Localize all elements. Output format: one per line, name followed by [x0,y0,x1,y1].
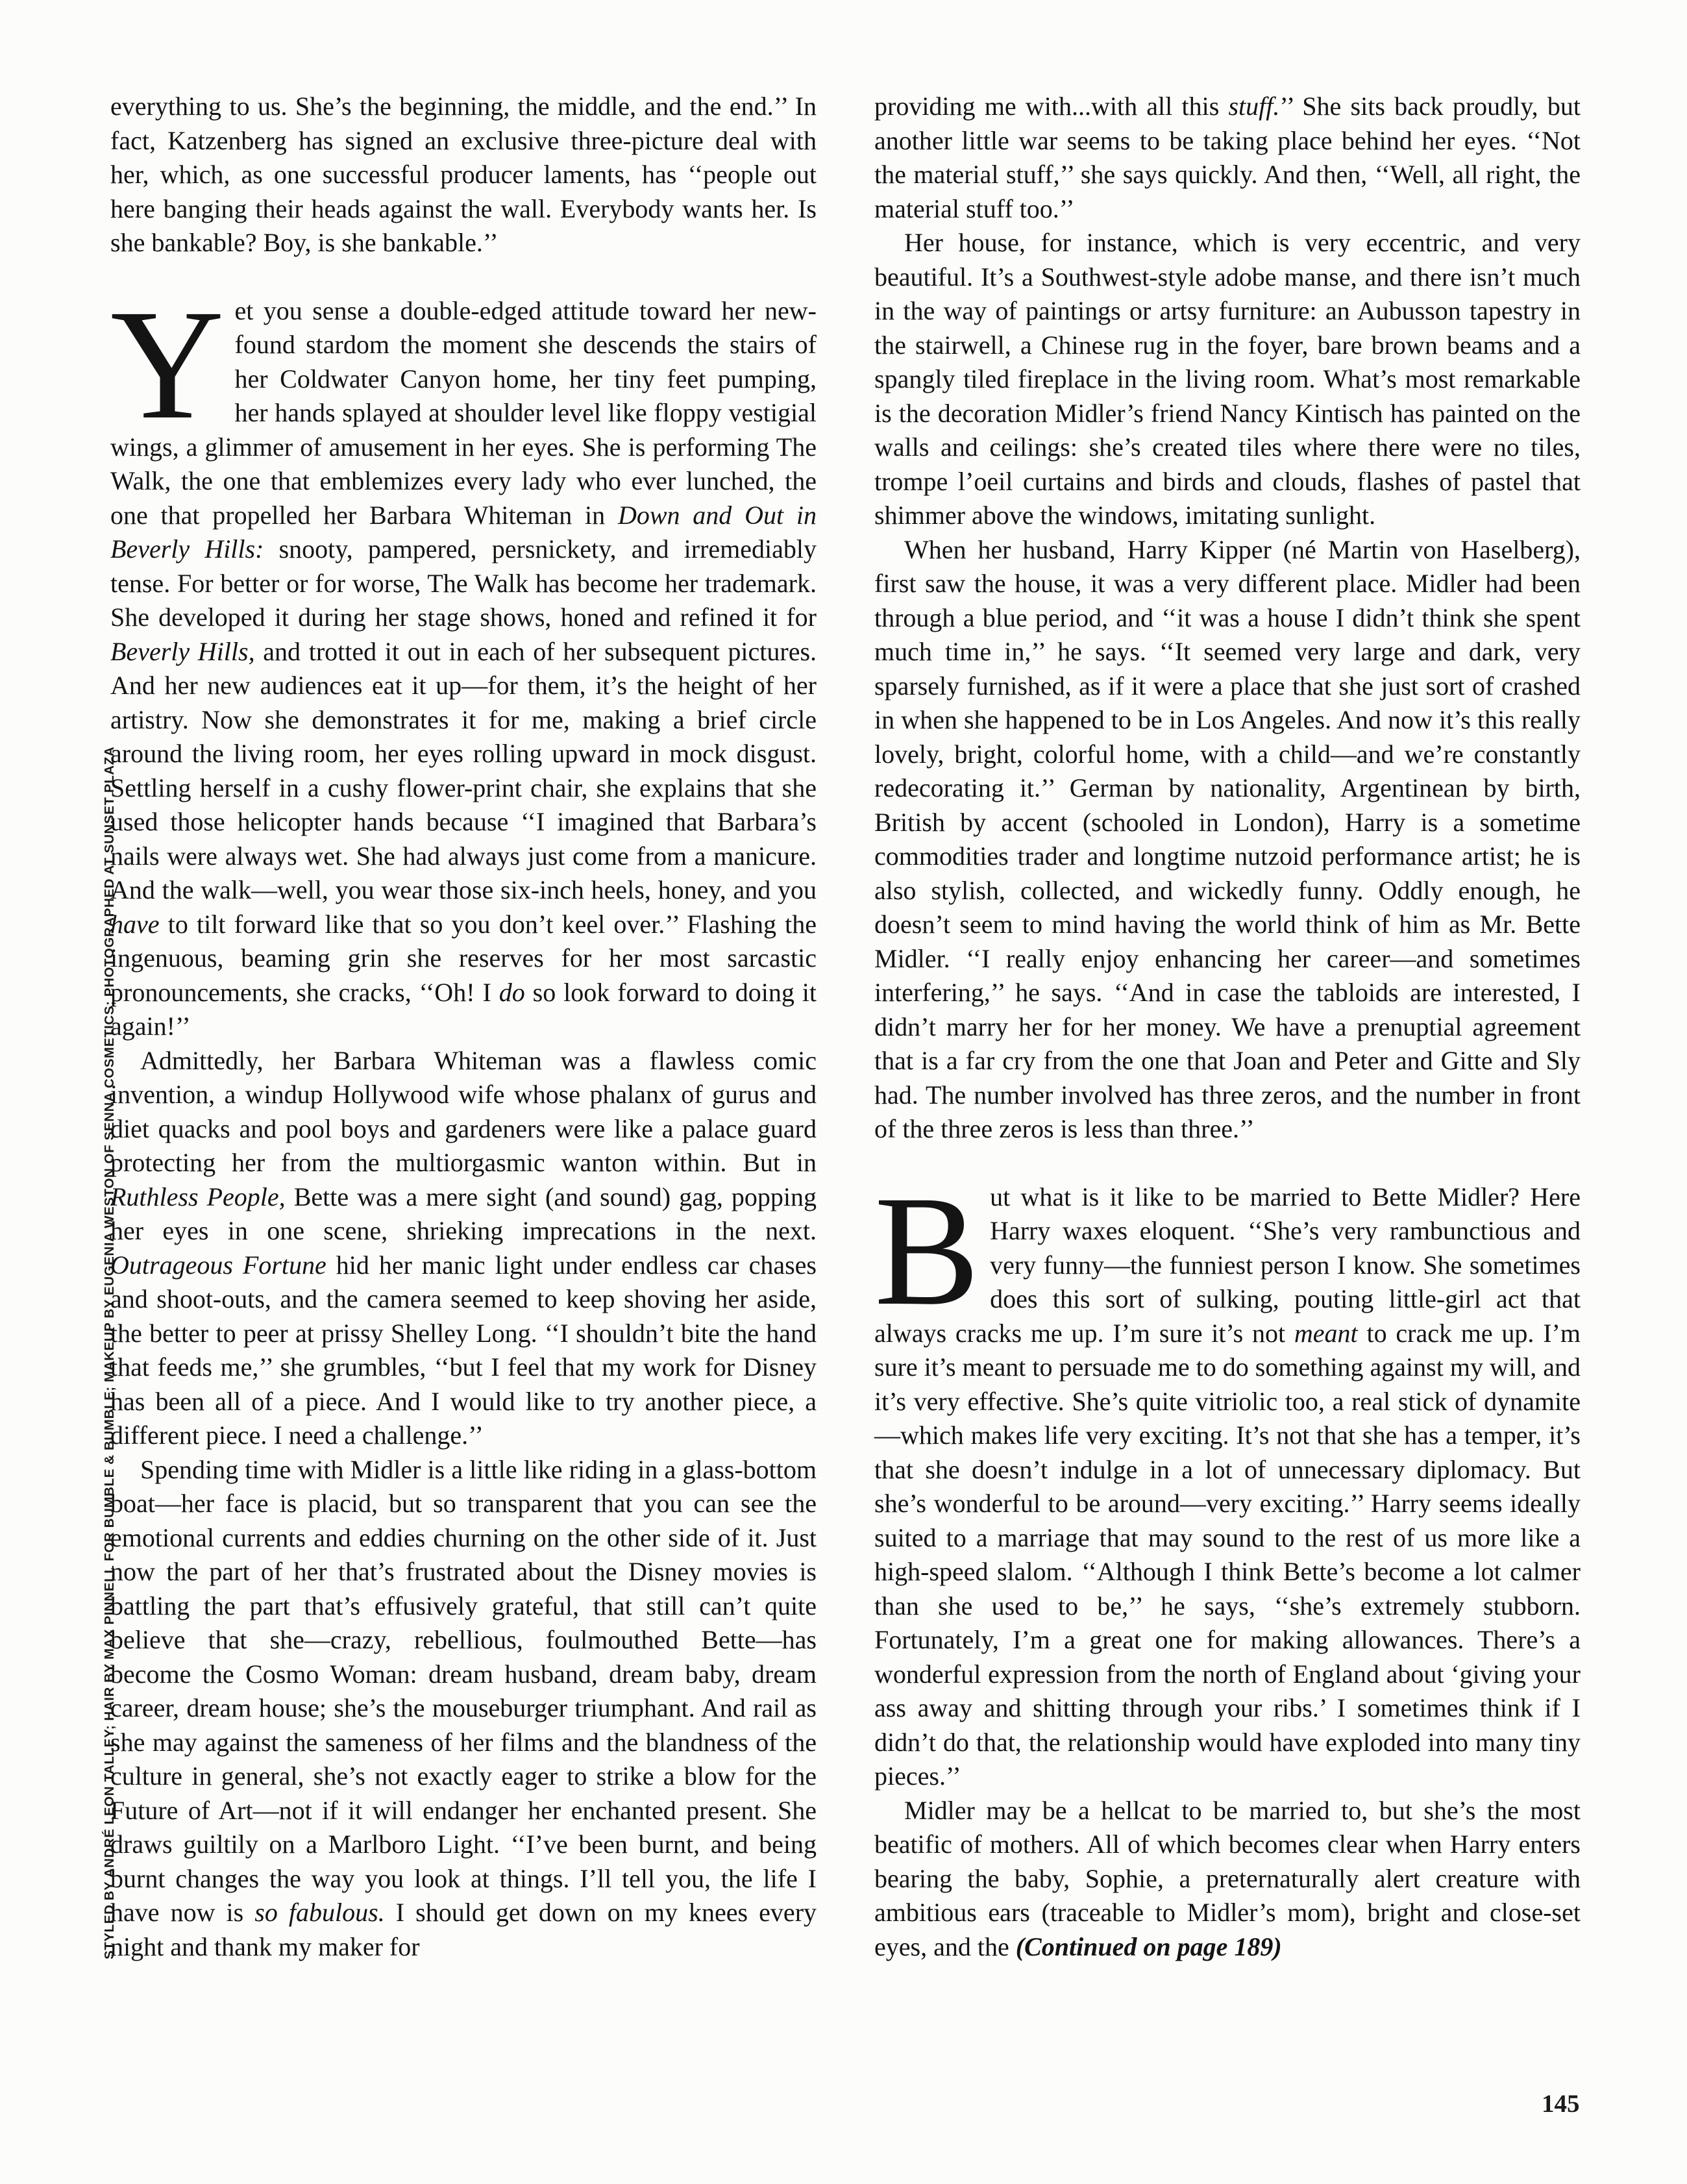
film-title: Outrageous Fortune [110,1250,326,1280]
paragraph: Spending time with Midler is a little like riding in a glass-bottom boat—her face is placid, but so transparent that you can see the emotional currents and eddies churning on the other side of it. Just now the part of her that’s frustrated about the Disney movies is battling the part that’s effusively grateful, that still can’t quite believe that she—crazy, rebellious, foulmouthed Bette—has become the Cosmo Woman: dream husband, dream baby, dream career, dream house; she’s the mouseburger triumphant. And rail as she may against the sameness of her films and the blandness of the culture in general, she’s not exactly eager to strike a blow for the Future of Art—not if it will endanger her enchanted present. She draws guiltily on a Marlboro Light. ‘‘I’ve been burnt, and being burnt changes the way you look at things. I’ll tell you, the life I have now is so fabulous. I should get down on my knees every night and thank my maker for [110,1454,817,1961]
page-number: 145 [1542,2090,1580,2118]
paragraph: When her husband, Harry Kipper (né Martin von Haselberg), first saw the house, it was a very different place. Midler had been through a blue period, and ‘‘it was a house I didn’t think she spent much time in,’’ he says. ‘‘It seemed very large and dark, very sparsely furnished, as if it were a place that she just sort of crashed in when she happened to be in Los Angeles. And now it’s this really lovely, bright, colorful home, with a child—and we’re constantly redecorating it.’’ German by nationality, Argentinean by birth, British by accent (schooled in London), Harry is a sometime commodities trader and longtime nutzoid performance artist; he is also stylish, collected, and wickedly funny. Oddly enough, he doesn’t seem to mind having the world think of him as Mr. Bette Midler. ‘‘I really enjoy enhancing her career—and sometimes interfering,’’ he says. ‘‘And in case the tabloids are interested, I didn’t marry her for her money. We have a prenuptial agreement that is a far cry from the one that Joan and Peter and Gitte and Sly had. The number involved has three zeros, and the number in front of the three zeros is less than three.’’ [874,534,1581,1143]
paragraph: providing me with...with all this stuff.’’ She sits back proudly, but another little war seems to be taking place behind her eyes. ‘‘Not the material stuff,’’ she says quickly. And then, ‘‘Well, all right, the material stuff too.’’ [874,92,1581,223]
continuation-note: (Continued on page 189) [1015,1931,1282,1961]
film-title: Beverly Hills, [110,636,255,666]
left-text-column [110,90,817,1964]
emphasis: meant [1294,1318,1358,1348]
right-text-column [874,90,1581,1964]
paragraph: But what is it like to be married to Bette Midler? Here Harry waxes eloquent. ‘‘She’s very rambunctious and very funny—the funniest person I know. She sometimes does this sort of sulking, pouting little-girl act that always cracks me up. I’m sure it’s not meant to crack me up. I’m sure it’s meant to persuade me to do something against my will, and it’s very effective. She’s quite vitriolic too, a real stick of dynamite—which makes life very exciting. It’s not that she has a temper, it’s that she doesn’t indulge in a lot of unnecessary diplomacy. But she’s wonderful to be around—very exciting.’’ Harry seems ideally suited to a marriage that may sound to the rest of us more like a high-speed slalom. ‘‘Although I think Bette’s become a lot calmer than she used to be,’’ he says, ‘‘she’s extremely stubborn. Fortunately, I’m a great one for making allowances. There’s a wonderful expression from the north of England about ‘giving your ass away and shitting through your ribs.’ I sometimes think if I didn’t do that, the relationship would have exploded into many tiny pieces.’’ [874,1162,1581,1791]
film-title: Down and Out in Beverly Hills: [110,500,817,564]
photo-credit-sidebar: STYLED BY ANDRÉ LEON TALLEY; HAIR BY MAX PINNELL FOR BUMBLE & BUMBLE; MAKEUP BY EUGENIA WESTON OF SENNA COSMETICS; PHOTOGRAPHED AT SUNSET PLAZA [102,746,117,1959]
paragraph: Yet you sense a double-edged attitude toward her new-found stardom the moment she descends the stairs of her Coldwater Canyon home, her tiny feet pumping, her hands splayed at shoulder level like floppy vestigial wings, a glimmer of amusement in her eyes. She is performing The Walk, the one that emblemizes every lady who ever lunched, the one that propelled her Barbara Whiteman in Down and Out in Beverly Hills: snooty, pampered, persnickety, and irremediably tense. For better or for worse, The Walk has become her trademark. She developed it during her stage shows, honed and refined it for Beverly Hills, and trotted it out in each of her subsequent pictures. And her new audiences eat it up—for them, it’s the height of her artistry. Now she demonstrates it for me, making a brief circle around the living room, her eyes rolling upward in mock disgust. Settling herself in a cushy flower-print chair, she explains that she used those helicopter hands because ‘‘I imagined that Barbara’s nails were always wet. She had always just come from a manicure. And the walk—well, you wear those six-inch heels, honey, and you have to tilt forward like that so you don’t keel over.’’ Flashing the ingenuous, beaming grin she reserves for her most sarcastic pronouncements, she cracks, ‘‘Oh! I do so look forward to doing it again!’’ [110,276,817,1041]
emphasis: have [110,909,160,939]
drop-cap: B [874,1162,980,1338]
emphasis: stuff. [1228,92,1280,121]
paragraph: Admittedly, her Barbara Whiteman was a flawless comic invention, a windup Hollywood wife whose phalanx of gurus and diet quacks and pool boys and gardeners were like a palace guard protecting her from the multiorgasmic wanton within. But in Ruthless People, Bette was a mere sight (and sound) gag, popping her eyes in one scene, shrieking imprecations in the next. Outrageous Fortune hid her manic light under endless car chases and shoot-outs, and the camera seemed to keep shoving her aside, the better to peer at prissy Shelley Long. ‘‘I shouldn’t bite the hand that feeds me,’’ she grumbles, ‘‘but I feel that my work for Disney has been all of a piece. And I would like to try another piece, a different piece. I need a challenge.’’ [110,1045,817,1450]
paragraph: everything to us. She’s the beginning, the middle, and the end.’’ In fact, Katzenberg has signed an exclusive three-picture deal with her, which, as one successful producer laments, has ‘‘people out here banging their heads against the wall. Everybody wants her. Is she bankable? Boy, is she bankable.’’ [110,92,817,257]
emphasis: do [499,977,525,1007]
paragraph: Midler may be a hellcat to be married to, but she’s the most beatific of mothers. All of which becomes clear when Harry enters bearing the baby, Sophie, a preternaturally alert creature with ambitious ears (traceable to Midler’s mom), bright and close-set eyes, and the (Continued on page 189) [874,1795,1581,1961]
drop-cap: Y [110,276,225,452]
paragraph: Her house, for instance, which is very eccentric, and very beautiful. It’s a Southwest-style adobe manse, and there isn’t much in the way of paintings or artsy furniture: an Aubusson tapestry in the stairwell, a Chinese rug in the foyer, bare brown beams and a spangly tiled fireplace in the living room. What’s most remarkable is the decoration Midler’s friend Nancy Kintisch has painted on the walls and ceilings: she’s created tiles where there were no tiles, trompe l’oeil curtains and birds and clouds, flashes of pastel that shimmer above the windows, imitating sunlight. [874,228,1581,530]
emphasis: so fabulous. [254,1898,385,1927]
film-title: Ruthless People, [110,1182,286,1211]
